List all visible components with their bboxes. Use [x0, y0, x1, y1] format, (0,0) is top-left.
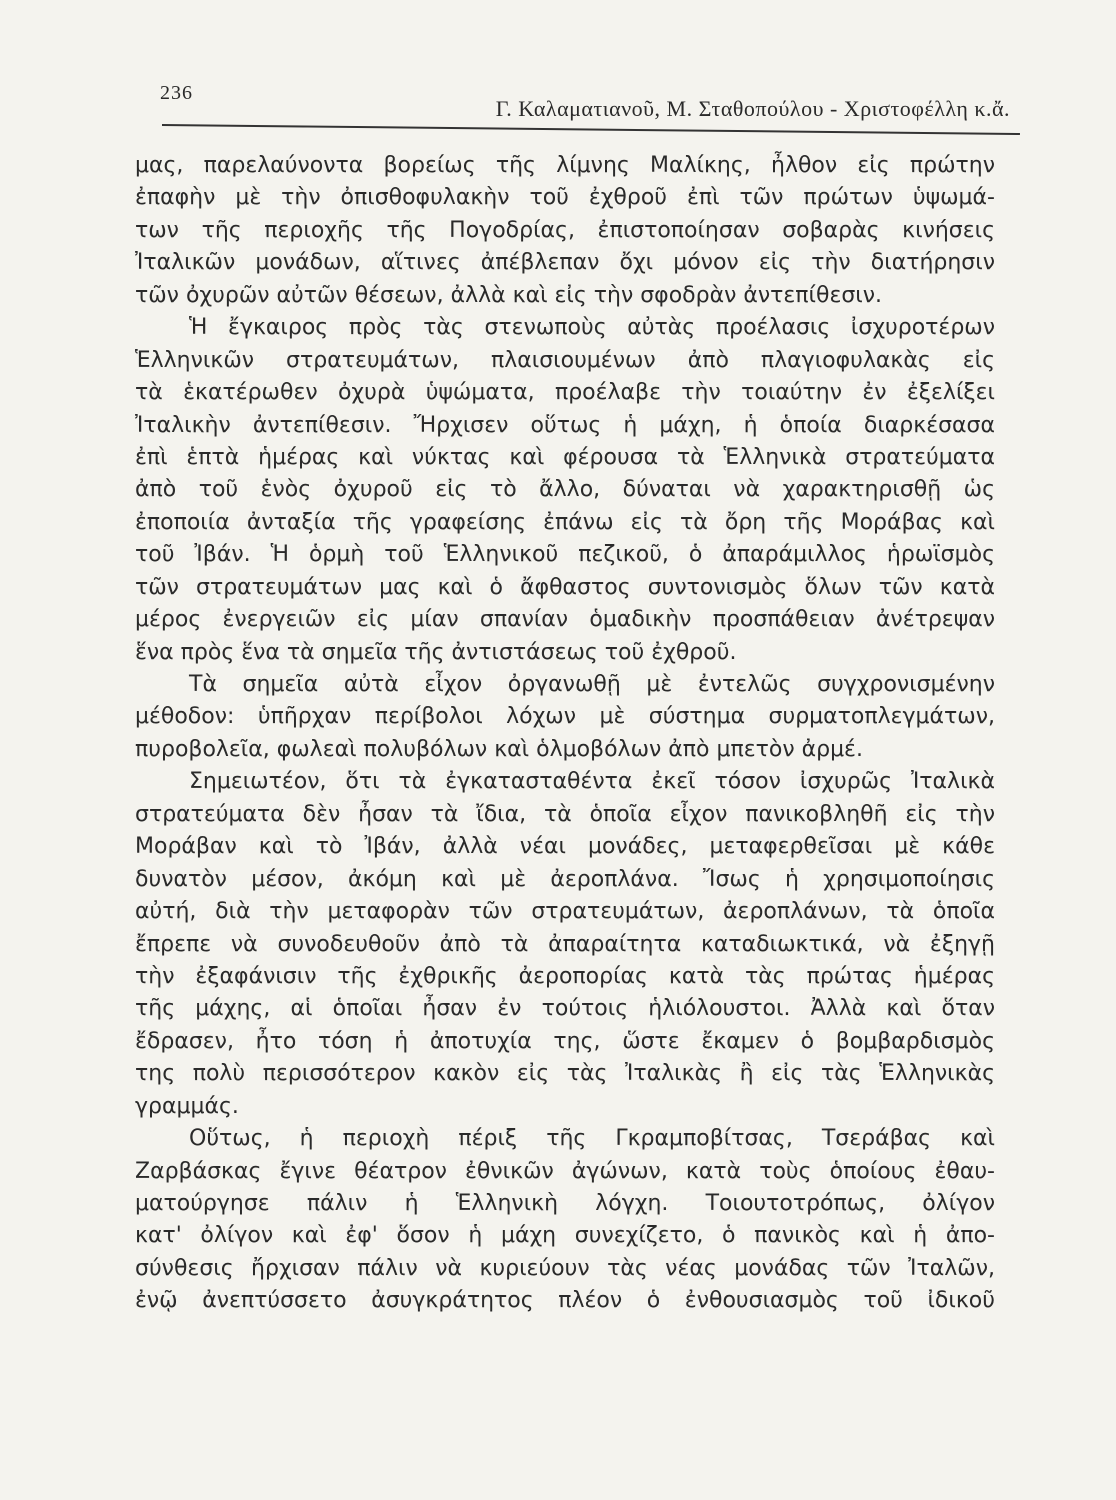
text-line: τῶν στρατευμάτων μας καὶ ὁ ἄφθαστος συντονισμὸς ὅλων τῶν κατὰ [135, 574, 995, 600]
text-line: τοῦ Ἰβάν. Ἡ ὁρμὴ τοῦ Ἑλληνικοῦ πεζικοῦ, ὁ ἀπαράμιλλος ἡρωϊσμὸς [135, 542, 995, 568]
text-line: Μοράβαν καὶ τὸ Ἰβάν, ἀλλὰ νέαι μονάδες, μεταφερθεῖσαι μὲ κάθε [135, 834, 995, 860]
text-line: στρατεύματα δὲν ἦσαν τὰ ἴδια, τὰ ὁποῖα εἶχον πανικοβληθῆ εἰς τὴν [135, 801, 995, 827]
text-line: Ἑλληνικῶν στρατευμάτων, πλαισιουμένων ἀπὸ πλαγιοφυλακὰς εἰς [135, 347, 995, 373]
text-line: Ἰταλικὴν ἀντεπίθεσιν. Ἤρχισεν οὕτως ἡ μάχη, ἡ ὁποία διαρκέσασα [135, 412, 995, 438]
text-line: των τῆς περιοχῆς τῆς Πογοδρίας, ἐπιστοποίησαν σοβαρὰς κινήσεις [135, 217, 995, 243]
text-line: της πολὺ περισσότερον κακὸν εἰς τὰς Ἰταλικὰς ἢ εἰς τὰς Ἑλληνικὰς [135, 1061, 995, 1087]
text-line: γραμμάς. [135, 1093, 239, 1119]
text-line: τῆς μάχης, αἱ ὁποῖαι ἦσαν ἐν τούτοις ἡλιόλουστοι. Ἀλλὰ καὶ ὅταν [135, 996, 995, 1022]
text-line: Σημειωτέον, ὅτι τὰ ἐγκατασταθέντα ἐκεῖ τόσον ἰσχυρῶς Ἰταλικὰ [189, 769, 995, 795]
text-line: ματούργησε πάλιν ἡ Ἑλληνικὴ λόγχη. Τοιουτοτρόπως, ὀλίγον [135, 1191, 995, 1216]
running-head: Γ. Καλαματιανοῦ, Μ. Σταθοπούλου - Χριστοφέλλη κ.ἄ. [495, 96, 1010, 121]
text-line: ἔπρεπε νὰ συνοδευθοῦν ἀπὸ τὰ ἀπαραίτητα καταδιωκτικά, νὰ ἐξηγῇ [135, 931, 995, 957]
text-line: μας, παρελαύνοντα βορείως τῆς λίμνης Μαλίκης, ἦλθον εἰς πρώτην [135, 153, 995, 178]
text-line: Οὕτως, ἡ περιοχὴ πέριξ τῆς Γκραμποβίτσας, Τσεράβας καὶ [189, 1126, 995, 1152]
text-line: ἀπὸ τοῦ ἑνὸς ὀχυροῦ εἰς τὸ ἄλλο, δύναται νὰ χαρακτηρισθῇ ὡς [135, 477, 995, 503]
text-line: ἐνῷ ἀνεπτύσσετο ἀσυγκράτητος πλέον ὁ ἐνθουσιασμὸς τοῦ ἰδικοῦ [135, 1288, 995, 1314]
text-line: αὐτή, διὰ τὴν μεταφορὰν τῶν στρατευμάτων, ἀεροπλάνων, τὰ ὁποῖα [135, 899, 995, 925]
text-line: τὴν ἐξαφάνισιν τῆς ἐχθρικῆς ἀεροπορίας κατὰ τὰς πρώτας ἡμέρας [135, 963, 995, 989]
text-line: πυροβολεῖα, φωλεαὶ πολυβόλων καὶ ὁλμοβόλων ἀπὸ μπετὸν ἀρμέ. [135, 736, 863, 762]
text-line: Τὰ σημεῖα αὐτὰ εἶχον ὀργανωθῇ μὲ ἐντελῶς συγχρονισμένην [189, 672, 995, 697]
running-header [160, 80, 1020, 130]
text-line: μέρος ἐνεργειῶν εἰς μίαν σπανίαν ὁμαδικὴν προσπάθειαν ἀνέτρεψαν [135, 607, 995, 633]
text-line: μέθοδον: ὑπῆρχαν περίβολοι λόχων μὲ σύστημα συρματοπλεγμάτων, [135, 704, 995, 730]
text-line: ἐπὶ ἑπτὰ ἡμέρας καὶ νύκτας καὶ φέρουσα τὰ Ἑλληνικὰ στρατεύματα [135, 444, 995, 470]
text-line: ἐποποιία ἀνταξία τῆς γραφείσης ἐπάνω εἰς τὰ ὄρη τῆς Μοράβας καὶ [135, 509, 995, 535]
text-line: τὰ ἑκατέρωθεν ὀχυρὰ ὑψώματα, προέλαβε τὴν τοιαύτην ἐν ἐξελίξει [135, 380, 995, 406]
text-line: κατ' ὀλίγον καὶ ἐφ' ὅσον ἡ μάχη συνεχίζετο, ὁ πανικὸς καὶ ἡ ἀπο- [135, 1223, 995, 1249]
text-line: δυνατὸν μέσον, ἀκόμη καὶ μὲ ἀεροπλάνα. Ἴσως ἡ χρησιμοποίησις [135, 866, 995, 892]
body-text [135, 150, 995, 1318]
text-line: σύνθεσις ἤρχισαν πάλιν νὰ κυριεύουν τὰς νέας μονάδας τῶν Ἰταλῶν, [135, 1255, 995, 1281]
text-line: Ἰταλικῶν μονάδων, αἵτινες ἀπέβλεπαν ὄχι μόνον εἰς τὴν διατήρησιν [135, 250, 995, 276]
text-line: ἔδρασεν, ἦτο τόση ἡ ἀποτυχία της, ὥστε ἔκαμεν ὁ βομβαρδισμὸς [135, 1028, 995, 1054]
text-line: ἐπαφὴν μὲ τὴν ὀπισθοφυλακὴν τοῦ ἐχθροῦ ἐπὶ τῶν πρώτων ὑψωμά- [135, 185, 995, 211]
text-line: Ζαρβάσκας ἔγινε θέατρον ἐθνικῶν ἀγώνων, κατὰ τοὺς ὁποίους ἐθαυ- [135, 1158, 995, 1184]
text-line: Ἡ ἔγκαιρος πρὸς τὰς στενωποὺς αὐτὰς προέλασις ἰσχυροτέρων [189, 315, 995, 341]
text-line: τῶν ὀχυρῶν αὐτῶν θέσεων, ἀλλὰ καὶ εἰς τὴν σφοδρὰν ἀντεπίθεσιν. [135, 282, 883, 308]
text-line: ἕνα πρὸς ἕνα τὰ σημεῖα τῆς ἀντιστάσεως τοῦ ἐχθροῦ. [135, 639, 737, 665]
page-number: 236 [160, 82, 193, 104]
